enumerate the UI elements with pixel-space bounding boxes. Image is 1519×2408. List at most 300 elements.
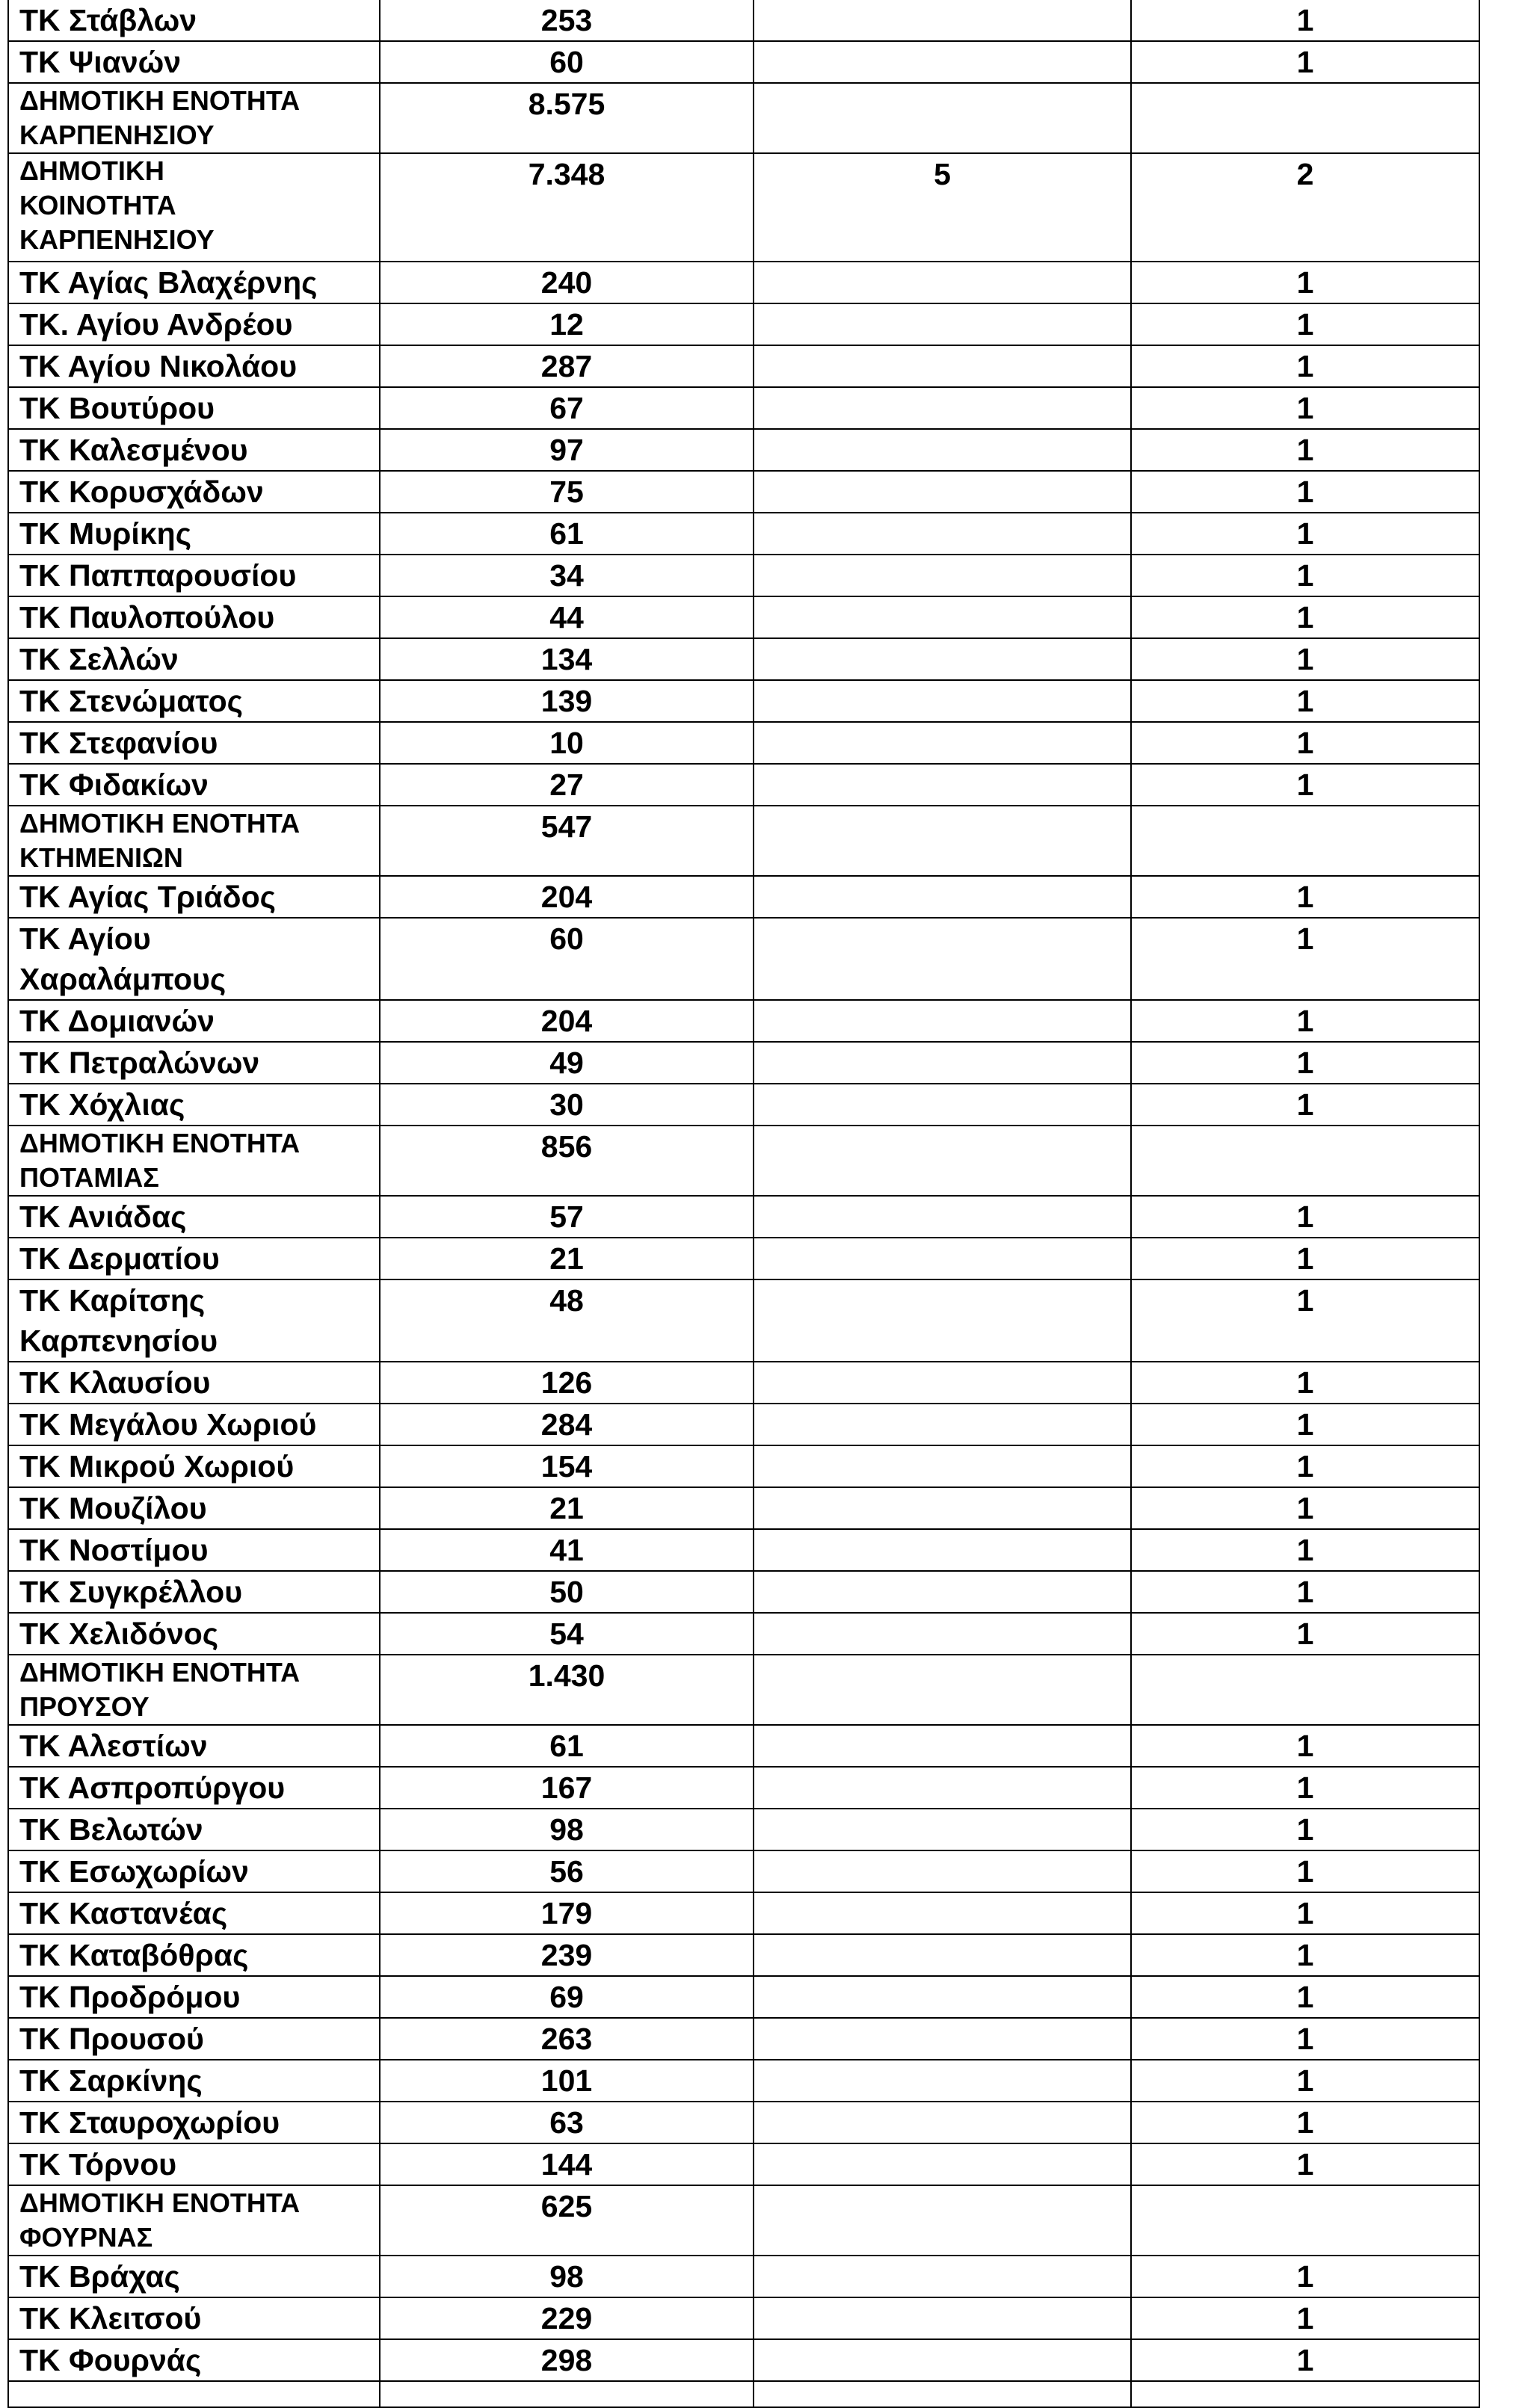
cell-col3 bbox=[754, 2339, 1131, 2381]
cell-population bbox=[380, 1126, 754, 1196]
col4-value: 1 bbox=[1296, 1283, 1314, 1318]
cell-area-name bbox=[8, 345, 380, 387]
cell-area-name bbox=[8, 429, 380, 471]
table-row bbox=[8, 2060, 1479, 2102]
population-value: 204 bbox=[540, 880, 593, 914]
population-value: 21 bbox=[549, 1491, 584, 1525]
cell-col3 bbox=[754, 153, 1131, 262]
population-value: 54 bbox=[549, 1617, 584, 1651]
cell-col3 bbox=[754, 2143, 1131, 2185]
col4-value: 1 bbox=[1296, 642, 1314, 676]
table-row bbox=[8, 2143, 1479, 2185]
cell-col4 bbox=[1131, 638, 1479, 680]
cell-population bbox=[380, 918, 754, 1000]
table-row bbox=[8, 1571, 1479, 1613]
cell-col3 bbox=[754, 1809, 1131, 1850]
cell-area-name bbox=[8, 2256, 380, 2297]
cell-col4 bbox=[1131, 918, 1479, 1000]
population-value: 144 bbox=[540, 2147, 593, 2182]
cell-col4 bbox=[1131, 387, 1479, 429]
cell-population bbox=[380, 1934, 754, 1976]
cell-population bbox=[380, 1613, 754, 1655]
cell-col4 bbox=[1131, 2060, 1479, 2102]
cell-population bbox=[380, 1571, 754, 1613]
population-value: 34 bbox=[549, 558, 584, 593]
population-value: 27 bbox=[549, 768, 584, 802]
cell-col3 bbox=[754, 638, 1131, 680]
col4-value: 1 bbox=[1296, 391, 1314, 425]
community-name: ΤΚ Ασπροπύργου bbox=[19, 1771, 286, 1805]
cell-col3 bbox=[754, 2297, 1131, 2339]
cell-col4 bbox=[1131, 83, 1479, 153]
cell-population bbox=[380, 471, 754, 513]
cell-col3 bbox=[754, 1767, 1131, 1809]
cell-area-name bbox=[8, 680, 380, 722]
population-value: 50 bbox=[549, 1575, 584, 1609]
cell-population bbox=[380, 2102, 754, 2143]
population-value: 21 bbox=[549, 1241, 584, 1276]
table-row bbox=[8, 1445, 1479, 1487]
cell-area-name bbox=[8, 1976, 380, 2018]
cell-col3 bbox=[754, 1000, 1131, 1042]
population-value: 179 bbox=[540, 1896, 593, 1930]
community-name: ΤΚ Φουρνάς bbox=[19, 2343, 202, 2377]
col4-value: 1 bbox=[1296, 3, 1314, 37]
col4-value: 1 bbox=[1296, 1729, 1314, 1763]
col4-value: 1 bbox=[1296, 265, 1314, 300]
col4-value: 1 bbox=[1296, 433, 1314, 467]
population-value: 44 bbox=[549, 600, 584, 635]
cell-area-name bbox=[8, 1196, 380, 1238]
table-row bbox=[8, 2102, 1479, 2143]
population-value: 287 bbox=[540, 349, 593, 383]
table-row bbox=[8, 918, 1479, 1000]
cell-area-name bbox=[8, 1362, 380, 1404]
cell-col3 bbox=[754, 1279, 1131, 1362]
cell-population bbox=[380, 1850, 754, 1892]
cell-col4 bbox=[1131, 345, 1479, 387]
cell-col4 bbox=[1131, 1196, 1479, 1238]
cell-population bbox=[380, 596, 754, 638]
cell-col4 bbox=[1131, 1850, 1479, 1892]
cell-area-name bbox=[8, 1809, 380, 1850]
cell-population bbox=[380, 429, 754, 471]
table-row bbox=[8, 555, 1479, 596]
population-value: 167 bbox=[540, 1771, 593, 1805]
community-name: ΤΚ Παππαρουσίου bbox=[19, 558, 297, 593]
community-name: ΤΚ Σταυροχωρίου bbox=[19, 2105, 280, 2140]
population-value: 284 bbox=[540, 1407, 593, 1442]
cell-col3 bbox=[754, 262, 1131, 303]
cell-col3 bbox=[754, 2185, 1131, 2256]
population-value: 41 bbox=[549, 1533, 584, 1567]
table-row bbox=[8, 2297, 1479, 2339]
table-row bbox=[8, 83, 1479, 153]
table-row bbox=[8, 1126, 1479, 1196]
population-value: 63 bbox=[549, 2105, 584, 2140]
table-row bbox=[8, 1196, 1479, 1238]
table-row bbox=[8, 1279, 1479, 1362]
table-row bbox=[8, 722, 1479, 764]
cell-col3 bbox=[754, 596, 1131, 638]
cell-col3 bbox=[754, 1613, 1131, 1655]
cell-area-name bbox=[8, 2143, 380, 2185]
cell-col4 bbox=[1131, 2297, 1479, 2339]
col4-value: 1 bbox=[1296, 1533, 1314, 1567]
cell-col3 bbox=[754, 722, 1131, 764]
population-value: 8.575 bbox=[528, 87, 606, 121]
cell-col3 bbox=[754, 1042, 1131, 1084]
col4-value: 1 bbox=[1296, 2343, 1314, 2377]
cell-population bbox=[380, 1000, 754, 1042]
table-row bbox=[8, 1238, 1479, 1279]
cell-population bbox=[380, 1892, 754, 1934]
community-name: ΤΚ Καστανέας bbox=[19, 1896, 228, 1930]
col4-value: 1 bbox=[1296, 1241, 1314, 1276]
cell-col4 bbox=[1131, 262, 1479, 303]
community-name: ΤΚ Αγίου Νικολάου bbox=[19, 349, 298, 383]
community-name: ΤΚ Στάβλων bbox=[19, 3, 197, 37]
cell-col4 bbox=[1131, 1892, 1479, 1934]
population-value: 154 bbox=[540, 1449, 593, 1484]
community-name: ΤΚ Προδρόμου bbox=[19, 1980, 241, 2014]
population-value: 856 bbox=[540, 1129, 593, 1164]
col4-value: 1 bbox=[1296, 768, 1314, 802]
cell-col4 bbox=[1131, 1042, 1479, 1084]
table-row bbox=[8, 1404, 1479, 1445]
cell-population bbox=[380, 513, 754, 555]
table-row bbox=[8, 1487, 1479, 1529]
col4-value: 1 bbox=[1296, 1046, 1314, 1080]
cell-population bbox=[380, 41, 754, 83]
population-value: 139 bbox=[540, 684, 593, 718]
table-row bbox=[8, 2018, 1479, 2060]
table-row bbox=[8, 1892, 1479, 1934]
population-value: 57 bbox=[549, 1200, 584, 1234]
col4-value: 1 bbox=[1296, 2063, 1314, 2098]
table-row bbox=[8, 1362, 1479, 1404]
population-value: 98 bbox=[549, 1812, 584, 1847]
table-row bbox=[8, 876, 1479, 918]
cell-area-name bbox=[8, 764, 380, 806]
cell-col3 bbox=[754, 680, 1131, 722]
cell-area-name bbox=[8, 83, 380, 153]
cell-population bbox=[380, 303, 754, 345]
cell-area-name bbox=[8, 1571, 380, 1613]
table-row bbox=[8, 1809, 1479, 1850]
municipal-unit-heading: ΔΗΜΟΤΙΚΗ ΕΝΟΤΗΤΑ ΦΟΥΡΝΑΣ bbox=[19, 2188, 301, 2253]
cell-col3 bbox=[754, 1404, 1131, 1445]
community-name: ΤΚ Μεγάλου Χωριού bbox=[19, 1407, 317, 1442]
cell-col3 bbox=[754, 83, 1131, 153]
cell-population bbox=[380, 2143, 754, 2185]
community-name: ΤΚ Αγίου Χαραλάμπους bbox=[19, 921, 227, 996]
cell-area-name bbox=[8, 1613, 380, 1655]
cell-col3 bbox=[754, 345, 1131, 387]
cell-col3 bbox=[754, 471, 1131, 513]
cell-col4 bbox=[1131, 303, 1479, 345]
cell-col3 bbox=[754, 429, 1131, 471]
population-value: 75 bbox=[549, 475, 584, 509]
cell-col3 bbox=[754, 1571, 1131, 1613]
cell-population bbox=[380, 2339, 754, 2381]
cell-area-name bbox=[8, 1529, 380, 1571]
community-name: ΤΚ Δομιανών bbox=[19, 1004, 215, 1038]
table-row bbox=[8, 2185, 1479, 2256]
cell-col4 bbox=[1131, 1362, 1479, 1404]
population-value: 625 bbox=[540, 2189, 593, 2223]
cell-col4 bbox=[1131, 1126, 1479, 1196]
population-value: 30 bbox=[549, 1087, 584, 1122]
table-row bbox=[8, 1976, 1479, 2018]
cell-area-name bbox=[8, 1000, 380, 1042]
col4-value: 1 bbox=[1296, 921, 1314, 956]
cell-area-name bbox=[8, 2339, 380, 2381]
community-name: ΤΚ Κλαυσίου bbox=[19, 1365, 211, 1400]
col4-value: 1 bbox=[1296, 1004, 1314, 1038]
col4-value: 1 bbox=[1296, 726, 1314, 760]
col4-value: 1 bbox=[1296, 45, 1314, 79]
population-value: 7.348 bbox=[528, 157, 606, 191]
cell-population bbox=[380, 0, 754, 41]
community-name: ΤΚ Στεφανίου bbox=[19, 726, 218, 760]
cell-col4 bbox=[1131, 806, 1479, 876]
table-row bbox=[8, 596, 1479, 638]
cell-area-name bbox=[8, 1725, 380, 1767]
community-name: ΤΚ Βράχας bbox=[19, 2259, 180, 2294]
community-name: ΤΚ Μικρού Χωριού bbox=[19, 1449, 295, 1484]
population-value: 134 bbox=[540, 642, 593, 676]
cell-area-name bbox=[8, 2018, 380, 2060]
community-name: ΤΚ. Αγίου Ανδρέου bbox=[19, 307, 293, 342]
cell-area-name bbox=[8, 1126, 380, 1196]
col4-value: 1 bbox=[1296, 1812, 1314, 1847]
table-row bbox=[8, 1042, 1479, 1084]
cell-population bbox=[380, 764, 754, 806]
cell-col4 bbox=[1131, 153, 1479, 262]
cell-area-name bbox=[8, 638, 380, 680]
col4-value: 1 bbox=[1296, 1938, 1314, 1972]
cell-population bbox=[380, 153, 754, 262]
cell-area-name bbox=[8, 2297, 380, 2339]
cell-col3 bbox=[754, 387, 1131, 429]
cell-area-name bbox=[8, 513, 380, 555]
cell-area-name bbox=[8, 876, 380, 918]
cell-population bbox=[380, 1362, 754, 1404]
cell-area-name bbox=[8, 2102, 380, 2143]
population-value: 61 bbox=[549, 516, 584, 551]
col3-value: 5 bbox=[934, 157, 951, 191]
cell-col3 bbox=[754, 1725, 1131, 1767]
col4-value: 1 bbox=[1296, 1771, 1314, 1805]
table-row bbox=[8, 2339, 1479, 2381]
cell-area-name bbox=[8, 2060, 380, 2102]
table-row bbox=[8, 153, 1479, 262]
table-row bbox=[8, 429, 1479, 471]
population-value: 56 bbox=[549, 1854, 584, 1889]
cell-area-name bbox=[8, 262, 380, 303]
cell-population bbox=[380, 1084, 754, 1126]
community-name: ΤΚ Αγίας Τριάδος bbox=[19, 880, 276, 914]
community-name: ΤΚ Δερματίου bbox=[19, 1241, 220, 1276]
table-row bbox=[8, 1613, 1479, 1655]
cell-population bbox=[380, 83, 754, 153]
table-row bbox=[8, 1529, 1479, 1571]
cell-col4 bbox=[1131, 2256, 1479, 2297]
population-value: 547 bbox=[540, 809, 593, 844]
cell-population bbox=[380, 1725, 754, 1767]
table-row bbox=[8, 1000, 1479, 1042]
municipal-unit-heading: ΔΗΜΟΤΙΚΗ ΕΝΟΤΗΤΑ ΚΑΡΠΕΝΗΣΙΟΥ bbox=[19, 85, 301, 150]
cell-col4 bbox=[1131, 1084, 1479, 1126]
cell-population bbox=[380, 722, 754, 764]
cell-population bbox=[380, 1976, 754, 2018]
cell-col4 bbox=[1131, 764, 1479, 806]
cell-col3 bbox=[754, 303, 1131, 345]
population-value: 1.430 bbox=[528, 1658, 606, 1693]
cell-col3 bbox=[754, 1196, 1131, 1238]
community-name: ΤΚ Πετραλώνων bbox=[19, 1046, 260, 1080]
col4-value: 1 bbox=[1296, 2259, 1314, 2294]
cell-population bbox=[380, 1655, 754, 1725]
table-body bbox=[8, 0, 1479, 2407]
cell-col4 bbox=[1131, 2018, 1479, 2060]
cell-area-name bbox=[8, 1404, 380, 1445]
col4-value: 1 bbox=[1296, 307, 1314, 342]
col4-value: 1 bbox=[1296, 1617, 1314, 1651]
community-name: ΤΚ Χελιδόνος bbox=[19, 1617, 219, 1651]
cell-population bbox=[380, 1809, 754, 1850]
cell-col3 bbox=[754, 1655, 1131, 1725]
population-value: 239 bbox=[540, 1938, 593, 1972]
population-value: 126 bbox=[540, 1365, 593, 1400]
municipal-units-table bbox=[7, 0, 1480, 2408]
cell-col4 bbox=[1131, 1767, 1479, 1809]
population-value: 101 bbox=[540, 2063, 593, 2098]
cell-col4 bbox=[1131, 1809, 1479, 1850]
cell-population bbox=[380, 2297, 754, 2339]
cell-population bbox=[380, 1767, 754, 1809]
table-row bbox=[8, 680, 1479, 722]
cell-population bbox=[380, 262, 754, 303]
cell-area-name bbox=[8, 1487, 380, 1529]
col4-value: 1 bbox=[1296, 2301, 1314, 2336]
community-name: ΤΚ Αγίας Βλαχέρνης bbox=[19, 265, 318, 300]
cell-area-name bbox=[8, 1279, 380, 1362]
cell-col3 bbox=[754, 2102, 1131, 2143]
cell-col4 bbox=[1131, 555, 1479, 596]
population-value: 229 bbox=[540, 2301, 593, 2336]
community-name: ΤΚ Βουτύρου bbox=[19, 391, 215, 425]
cell-col4 bbox=[1131, 1487, 1479, 1529]
population-value: 298 bbox=[540, 2343, 593, 2377]
col4-value: 1 bbox=[1296, 1491, 1314, 1525]
cell-col3 bbox=[754, 1934, 1131, 1976]
cell-population bbox=[380, 2185, 754, 2256]
table-row bbox=[8, 345, 1479, 387]
population-value: 253 bbox=[540, 3, 593, 37]
cell-area-name bbox=[8, 1850, 380, 1892]
population-value: 263 bbox=[540, 2022, 593, 2056]
population-value: 60 bbox=[549, 45, 584, 79]
cell-population bbox=[380, 2256, 754, 2297]
cell-col4 bbox=[1131, 680, 1479, 722]
community-name: ΤΚ Αλεστίων bbox=[19, 1729, 208, 1763]
cell-col3 bbox=[754, 1084, 1131, 1126]
community-name: ΤΚ Παυλοπούλου bbox=[19, 600, 275, 635]
col4-value: 1 bbox=[1296, 1365, 1314, 1400]
table-row bbox=[8, 1655, 1479, 1725]
cell-area-name bbox=[8, 1934, 380, 1976]
col4-value: 1 bbox=[1296, 880, 1314, 914]
col4-value: 1 bbox=[1296, 2105, 1314, 2140]
cell-area-name bbox=[8, 1445, 380, 1487]
community-name: ΤΚ Ψιανών bbox=[19, 45, 182, 79]
cell-population bbox=[380, 2060, 754, 2102]
cell-population bbox=[380, 1445, 754, 1487]
col4-value: 2 bbox=[1296, 157, 1314, 191]
cell-population bbox=[380, 806, 754, 876]
community-name: ΤΚ Κλειτσού bbox=[19, 2301, 202, 2336]
cell-col4 bbox=[1131, 722, 1479, 764]
col4-value: 1 bbox=[1296, 600, 1314, 635]
cell-population bbox=[380, 1279, 754, 1362]
col4-value: 1 bbox=[1296, 1575, 1314, 1609]
population-value: 98 bbox=[549, 2259, 584, 2294]
cell-col3 bbox=[754, 513, 1131, 555]
cell-col4 bbox=[1131, 1934, 1479, 1976]
cell-population bbox=[380, 345, 754, 387]
cell-population bbox=[380, 876, 754, 918]
community-name: ΤΚ Συγκρέλλου bbox=[19, 1575, 243, 1609]
cell-col4 bbox=[1131, 1655, 1479, 1725]
cell-population bbox=[380, 387, 754, 429]
table-row bbox=[8, 1850, 1479, 1892]
col4-value: 1 bbox=[1296, 684, 1314, 718]
cell-col4 bbox=[1131, 1529, 1479, 1571]
cell-col4 bbox=[1131, 513, 1479, 555]
population-value: 67 bbox=[549, 391, 584, 425]
cell-col3 bbox=[754, 1487, 1131, 1529]
municipal-unit-heading: ΔΗΜΟΤΙΚΗ ΕΝΟΤΗΤΑ ΚΤΗΜΕΝΙΩΝ bbox=[19, 808, 301, 873]
cell-col4 bbox=[1131, 1279, 1479, 1362]
community-name: ΤΚ Μουζίλου bbox=[19, 1491, 207, 1525]
cell-col3 bbox=[754, 0, 1131, 41]
cell-area-name bbox=[8, 918, 380, 1000]
population-value: 204 bbox=[540, 1004, 593, 1038]
cell-col4 bbox=[1131, 2185, 1479, 2256]
cell-col4 bbox=[1131, 0, 1479, 41]
cell-area-name bbox=[8, 1767, 380, 1809]
population-value: 61 bbox=[549, 1729, 584, 1763]
table-row bbox=[8, 262, 1479, 303]
cell-area-name bbox=[8, 2185, 380, 2256]
cell-col4 bbox=[1131, 2143, 1479, 2185]
municipal-unit-heading: ΔΗΜΟΤΙΚΗ ΕΝΟΤΗΤΑ ΠΟΤΑΜΙΑΣ bbox=[19, 1128, 301, 1193]
community-name: ΤΚ Ανιάδας bbox=[19, 1200, 187, 1234]
table-row bbox=[8, 1084, 1479, 1126]
cell-population bbox=[380, 1404, 754, 1445]
cell-col3 bbox=[754, 2060, 1131, 2102]
cell-area-name bbox=[8, 1655, 380, 1725]
cell-col3 bbox=[754, 1445, 1131, 1487]
cell-col3 bbox=[754, 555, 1131, 596]
cell-population bbox=[380, 1196, 754, 1238]
col4-value: 1 bbox=[1296, 1896, 1314, 1930]
population-value: 49 bbox=[549, 1046, 584, 1080]
table-row bbox=[8, 806, 1479, 876]
community-name: ΤΚ Νοστίμου bbox=[19, 1533, 209, 1567]
